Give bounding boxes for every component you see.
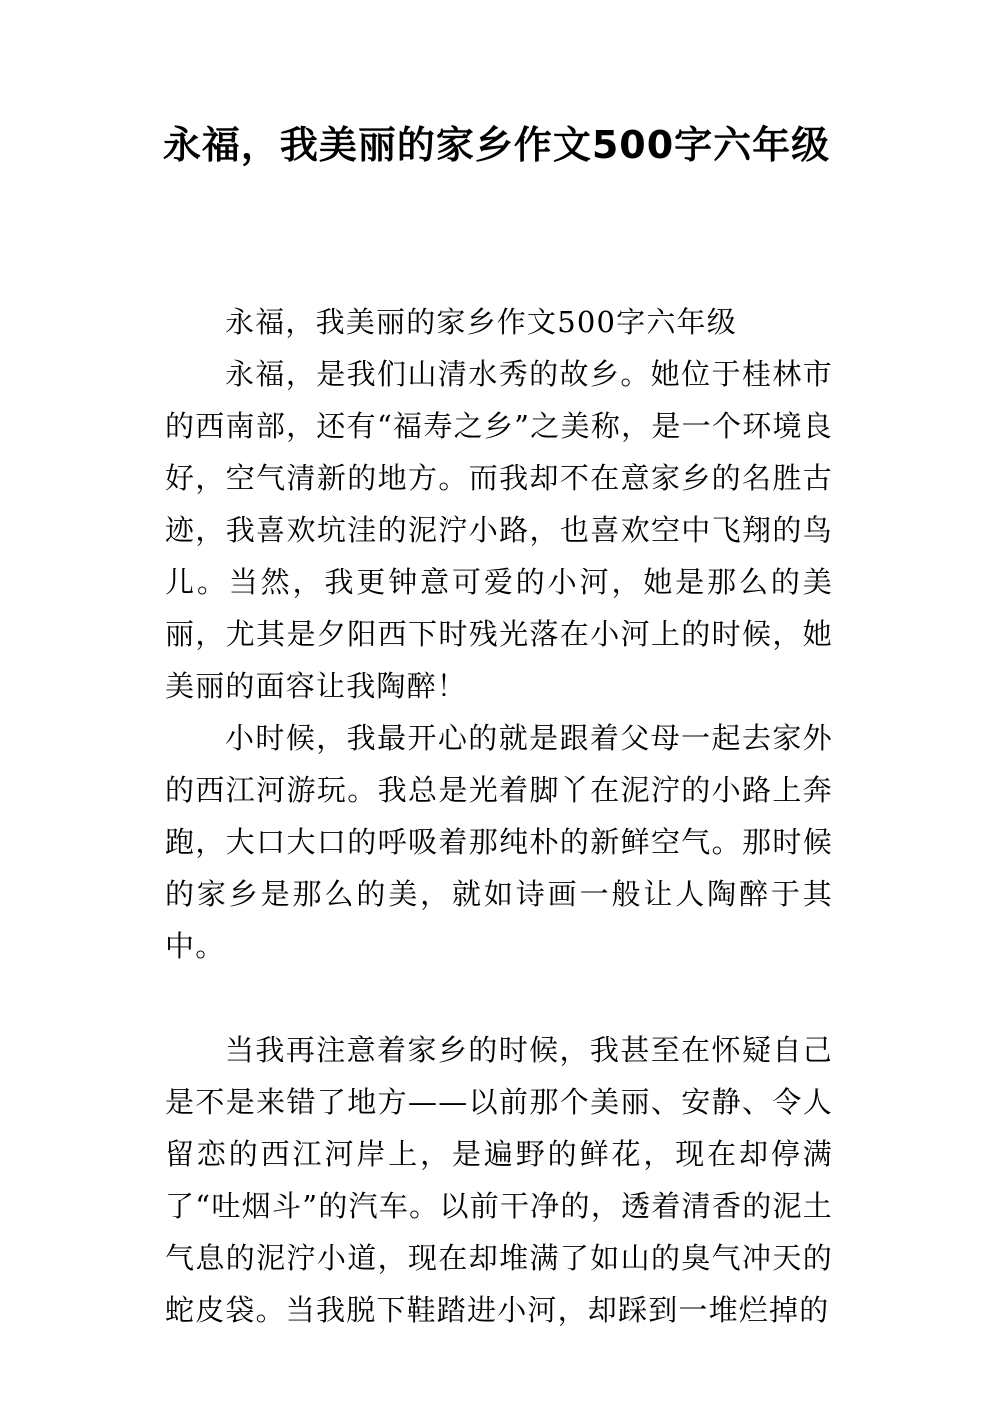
paragraph-childhood: 小时候，我最开心的就是跟着父母一起去家外的西江河游玩。我总是光着脚丫在泥泞的小路上奔跑，大口大口的呼吸着那纯朴的新鲜空气。那时候的家乡是那么的美，就如诗画一般让人陶醉于其中。 [165, 721, 833, 963]
paragraph-subtitle: 永福，我美丽的家乡作文500字六年级 [225, 305, 737, 339]
paragraph-intro: 永福，是我们山清水秀的故乡。她位于桂林市的西南部，还有“福寿之乡”之美称，是一个环境良好，空气清新的地方。而我却不在意家乡的名胜古迹，我喜欢坑洼的泥泞小路，也喜欢空中飞翔的鸟儿。当然，我更钟意可爱的小河，她是那么的美丽，尤其是夕阳西下时残光落在小河上的时候，她美丽的面容让我陶醉！ [165, 357, 833, 703]
article-body [165, 296, 833, 1336]
paragraph-change: 当我再注意着家乡的时候，我甚至在怀疑自己是不是来错了地方——以前那个美丽、安静、令人留恋的西江河岸上，是遍野的鲜花，现在却停满了“吐烟斗”的汽车。以前干净的，透着清香的泥土气息的泥泞小道，现在却堆满了如山的臭气冲天的蛇皮袋。当我脱下鞋踏进小河，却踩到一堆烂掉的 [165, 1033, 833, 1327]
page-title: 永福，我美丽的家乡作文500字六年级 [162, 123, 831, 167]
